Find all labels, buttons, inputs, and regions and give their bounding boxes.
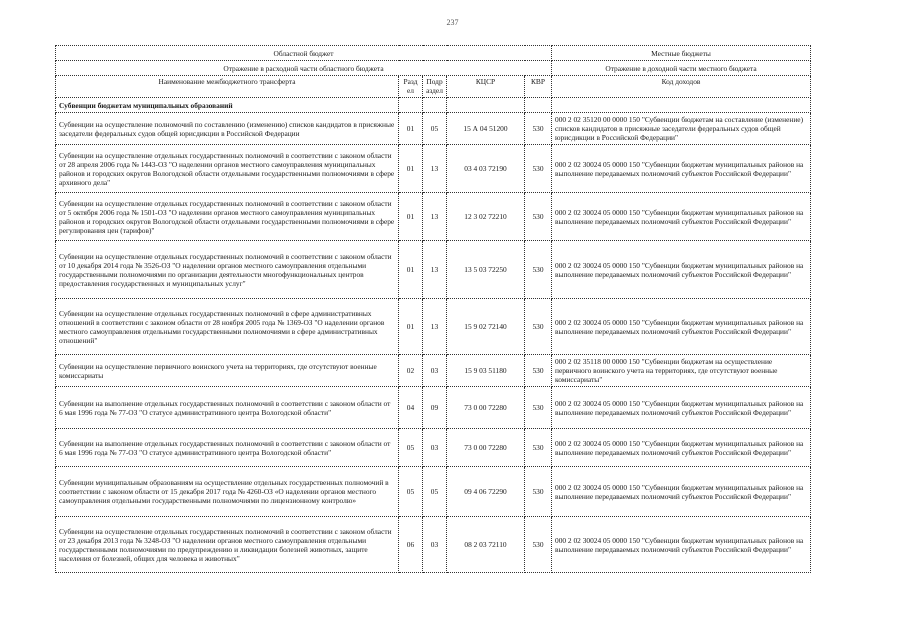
row-kvr: 530 — [525, 467, 552, 517]
row-kod: 000 2 02 30024 05 0000 150 "Субвенции бюджетам муниципальных районов на выполнение передаваемых полномочий субъектов Российской Федерации" — [552, 387, 811, 429]
table-row — [56, 355, 811, 387]
page-number: 237 — [446, 18, 459, 27]
row-name: Субвенции на осуществление полномочий по составлению (изменению) списков кандидатов в присяжные заседатели федеральных судов общей юрисдикции в Российской Федерации — [56, 113, 399, 145]
row-kvr: 530 — [525, 517, 552, 573]
col-header-name: Наименование межбюджетного трансферта — [56, 76, 399, 98]
table-row — [56, 241, 811, 299]
row-kcsr: 15 9 03 51180 — [447, 355, 525, 387]
row-razd: 01 — [399, 113, 423, 145]
row-kod: 000 2 02 30024 05 0000 150 "Субвенции бюджетам муниципальных районов на выполнение передаваемых полномочий субъектов Российской Федерации" — [552, 241, 811, 299]
row-kvr: 530 — [525, 145, 552, 193]
row-kvr: 530 — [525, 113, 552, 145]
row-name: Субвенции на выполнение отдельных государственных полномочий в соответствии с законом области от 6 мая 1996 года № 77-ОЗ "О статусе административного центра Вологодской области" — [56, 429, 399, 467]
row-podr: 03 — [423, 429, 447, 467]
row-kcsr: 73 0 00 72280 — [447, 387, 525, 429]
row-kcsr: 73 0 00 72280 — [447, 429, 525, 467]
row-name: Субвенции на осуществление отдельных государственных полномочий в соответствии с законом области от 28 апреля 2006 года № 1443-ОЗ "О наделении органов местного самоуправления муниципальных районов и городских округов Вологодской области отдельными государственными полномочиями в сфере архивного дела" — [56, 145, 399, 193]
col-header-kcsr: КЦСР — [447, 76, 525, 98]
col-header-razd: Разд ел — [399, 76, 423, 98]
header-local-budgets: Местные бюджеты — [552, 46, 811, 61]
row-razd: 06 — [399, 517, 423, 573]
col-header-kod: Код доходов — [552, 76, 811, 98]
row-name: Субвенции на выполнение отдельных государственных полномочий в соответствии с законом области от 6 мая 1996 года № 77-ОЗ "О статусе административного центра Вологодской области" — [56, 387, 399, 429]
row-podr: 03 — [423, 517, 447, 573]
row-kcsr: 15 А 04 51200 — [447, 113, 525, 145]
row-razd: 02 — [399, 355, 423, 387]
row-podr: 05 — [423, 113, 447, 145]
row-podr: 13 — [423, 193, 447, 241]
col-header-kvr: КВР — [525, 76, 552, 98]
row-kcsr: 08 2 03 72110 — [447, 517, 525, 573]
header-reflection-expense: Отражение в расходной части областного бюджета — [56, 61, 552, 76]
row-name: Субвенции на осуществление отдельных государственных полномочий в соответствии с законом области от 23 декабря 2013 года № 3248-ОЗ "О наделении органов местного самоуправления отдельными государственными полномочиями по предупреждению и ликвидации болезней животных, защите населения от болезней, общих для человека и животных" — [56, 517, 399, 573]
row-name: Субвенции на осуществление отдельных государственных полномочий в соответствии с законом области от 5 октября 2006 года № 1501-ОЗ "О наделении органов местного самоуправления муниципальных районов и городских округов Вологодской области отдельными государственными полномочиями в сфере регулирования цен (тарифов)" — [56, 193, 399, 241]
transfer-table — [55, 45, 811, 573]
row-kcsr: 03 4 03 72190 — [447, 145, 525, 193]
row-podr: 05 — [423, 467, 447, 517]
col-header-podr: Подр аздел — [423, 76, 447, 98]
header-reflection-income: Отражение в доходной части местного бюджета — [552, 61, 811, 76]
row-razd: 01 — [399, 193, 423, 241]
row-kvr: 530 — [525, 387, 552, 429]
row-razd: 04 — [399, 387, 423, 429]
row-kvr: 530 — [525, 429, 552, 467]
row-kvr: 530 — [525, 193, 552, 241]
row-kod: 000 2 02 35118 00 0000 150 "Субвенции бюджетам на осуществление первичного воинского учета на территориях, где отсутствуют военные комиссариаты" — [552, 355, 811, 387]
row-name: Субвенции на осуществление первичного воинского учета на территориях, где отсутствуют военные комиссариаты — [56, 355, 399, 387]
row-name: Субвенции муниципальным образованиям на осуществление отдельных государственных полномочий в соответствии с законом области от 15 декабря 2017 года № 4260-ОЗ «О наделении органов местного самоуправления отдельными государственными полномочиями по лицензионному контролю» — [56, 467, 399, 517]
table-row — [56, 429, 811, 467]
row-razd: 01 — [399, 145, 423, 193]
table-row — [56, 113, 811, 145]
table-row — [56, 517, 811, 573]
row-podr: 09 — [423, 387, 447, 429]
row-kcsr: 12 3 02 72210 — [447, 193, 525, 241]
row-kvr: 530 — [525, 299, 552, 355]
row-kod: 000 2 02 30024 05 0000 150 "Субвенции бюджетам муниципальных районов на выполнение передаваемых полномочий субъектов Российской Федерации" — [552, 517, 811, 573]
row-kvr: 530 — [525, 355, 552, 387]
row-razd: 01 — [399, 299, 423, 355]
row-kod: 000 2 02 35120 00 0000 150 "Субвенции бюджетам на составление (изменение) списков кандидатов в присяжные заседатели федеральных судов общей юрисдикции в Российской Федерации" — [552, 113, 811, 145]
row-kcsr: 13 5 03 72250 — [447, 241, 525, 299]
row-kvr: 530 — [525, 241, 552, 299]
table-row — [56, 193, 811, 241]
table-row — [56, 299, 811, 355]
row-podr: 13 — [423, 241, 447, 299]
row-razd: 05 — [399, 467, 423, 517]
row-kod: 000 2 02 30024 05 0000 150 "Субвенции бюджетам муниципальных районов на выполнение передаваемых полномочий субъектов Российской Федерации" — [552, 467, 811, 517]
row-kod: 000 2 02 30024 05 0000 150 "Субвенции бюджетам муниципальных районов на выполнение передаваемых полномочий субъектов Российской Федерации" — [552, 429, 811, 467]
table-row — [56, 467, 811, 517]
row-podr: 03 — [423, 355, 447, 387]
row-kcsr: 15 9 02 72140 — [447, 299, 525, 355]
header-regional-budget: Областной бюджет — [56, 46, 552, 61]
row-podr: 13 — [423, 299, 447, 355]
section-title: Субвенции бюджетам муниципальных образований — [56, 98, 399, 113]
row-podr: 13 — [423, 145, 447, 193]
row-kod: 000 2 02 30024 05 0000 150 "Субвенции бюджетам муниципальных районов на выполнение передаваемых полномочий субъектов Российской Федерации" — [552, 299, 811, 355]
table-row — [56, 387, 811, 429]
row-kod: 000 2 02 30024 05 0000 150 "Субвенции бюджетам муниципальных районов на выполнение передаваемых полномочий субъектов Российской Федерации" — [552, 193, 811, 241]
row-name: Субвенции на осуществление отдельных государственных полномочий в соответствии с законом области от 10 декабря 2014 года № 3526-ОЗ "О наделении органов местного самоуправления отдельными государственными полномочиями по организации деятельности многофункциональных центров предоставления государственных и муниципальных услуг" — [56, 241, 399, 299]
row-razd: 01 — [399, 241, 423, 299]
table-row — [56, 145, 811, 193]
row-razd: 05 — [399, 429, 423, 467]
row-kod: 000 2 02 30024 05 0000 150 "Субвенции бюджетам муниципальных районов на выполнение передаваемых полномочий субъектов Российской Федерации" — [552, 145, 811, 193]
row-name: Субвенции на осуществление отдельных государственных полномочий в сфере административных отношений в соответствии с законом области от 28 ноября 2005 года № 1369-ОЗ "О наделении органов местного самоуправления отдельными государственными полномочиями в сфере административных отношений" — [56, 299, 399, 355]
row-kcsr: 09 4 06 72290 — [447, 467, 525, 517]
